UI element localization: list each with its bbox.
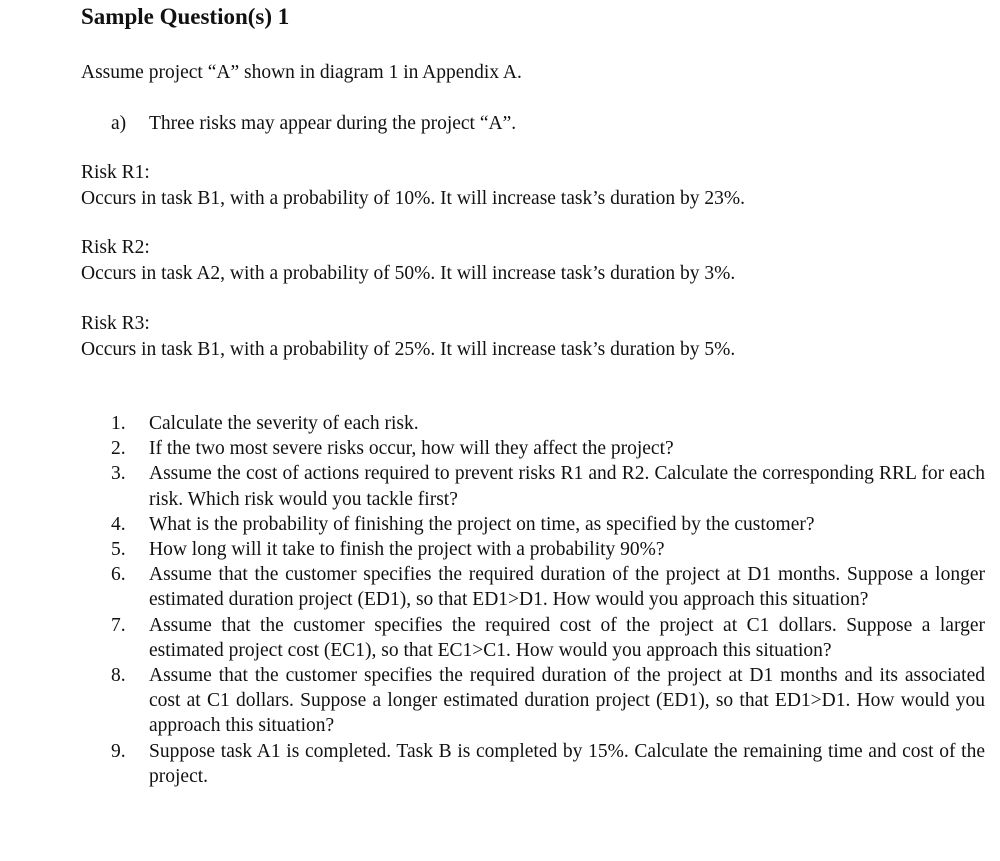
sub-question-a-text: Three risks may appear during the project “A”. — [149, 113, 517, 134]
risk-r3-description: Occurs in task B1, with a probability of 25%. It will increase task’s duration by 5%. — [81, 339, 736, 360]
question-item — [111, 739, 985, 789]
question-number: 8. — [111, 665, 126, 687]
risk-r1-description: Occurs in task B1, with a probability of 10%. It will increase task’s duration by 23%. — [81, 188, 745, 209]
question-number: 3. — [111, 463, 126, 485]
question-text: Calculate the severity of each risk. — [149, 413, 419, 434]
question-item — [111, 663, 985, 739]
question-number: 9. — [111, 740, 126, 762]
page-title: Sample Question(s) 1 — [81, 4, 290, 29]
question-item — [111, 461, 985, 511]
risk-r2-name: Risk R2: — [81, 237, 150, 258]
intro-text: Assume project “A” shown in diagram 1 in Appendix A. — [81, 62, 522, 83]
question-text: Assume that the customer specifies the required cost of the project at C1 dollars. Suppose a larger estimated project cost (EC1), so that EC1>C1. How would you approach this situation? — [149, 614, 985, 661]
question-number: 7. — [111, 614, 126, 636]
question-text: Assume the cost of actions required to prevent risks R1 and R2. Calculate the corresponding RRL for each risk. Which risk would you tackle first? — [149, 463, 985, 510]
question-item — [111, 512, 985, 537]
question-number: 5. — [111, 539, 126, 561]
question-text: If the two most severe risks occur, how will they affect the project? — [149, 438, 674, 460]
question-text: How long will it take to finish the project with a probability 90%? — [149, 539, 665, 561]
question-item — [111, 613, 985, 663]
question-text: Suppose task A1 is completed. Task B is completed by 15%. Calculate the remaining time and cost of the project. — [149, 740, 985, 787]
question-item — [111, 436, 985, 461]
risk-r3-name: Risk R3: — [81, 313, 150, 334]
question-number: 1. — [111, 413, 126, 434]
question-item — [111, 411, 985, 436]
risk-r1-name: Risk R1: — [81, 162, 150, 183]
question-text: What is the probability of finishing the project on time, as specified by the customer? — [149, 513, 815, 535]
question-number: 4. — [111, 513, 126, 535]
question-item — [111, 562, 985, 612]
sub-question-a-label: a) — [111, 113, 127, 134]
question-list — [111, 411, 985, 789]
sub-question-a — [111, 113, 516, 135]
risk-r2-description: Occurs in task A2, with a probability of 50%. It will increase task’s duration by 3%. — [81, 263, 736, 284]
question-text: Assume that the customer specifies the required duration of the project at D1 months. Suppose a longer estimated duration project (ED1), so that ED1>D1. How would you approach this situation? — [149, 564, 985, 611]
question-item — [111, 537, 985, 562]
question-number: 2. — [111, 438, 126, 460]
question-text: Assume that the customer specifies the required duration of the project at D1 months and its associated cost at C1 dollars. Suppose a longer estimated duration project (ED1), so that ED1>D1. How would you approach this situation? — [149, 665, 985, 737]
question-number: 6. — [111, 564, 126, 586]
